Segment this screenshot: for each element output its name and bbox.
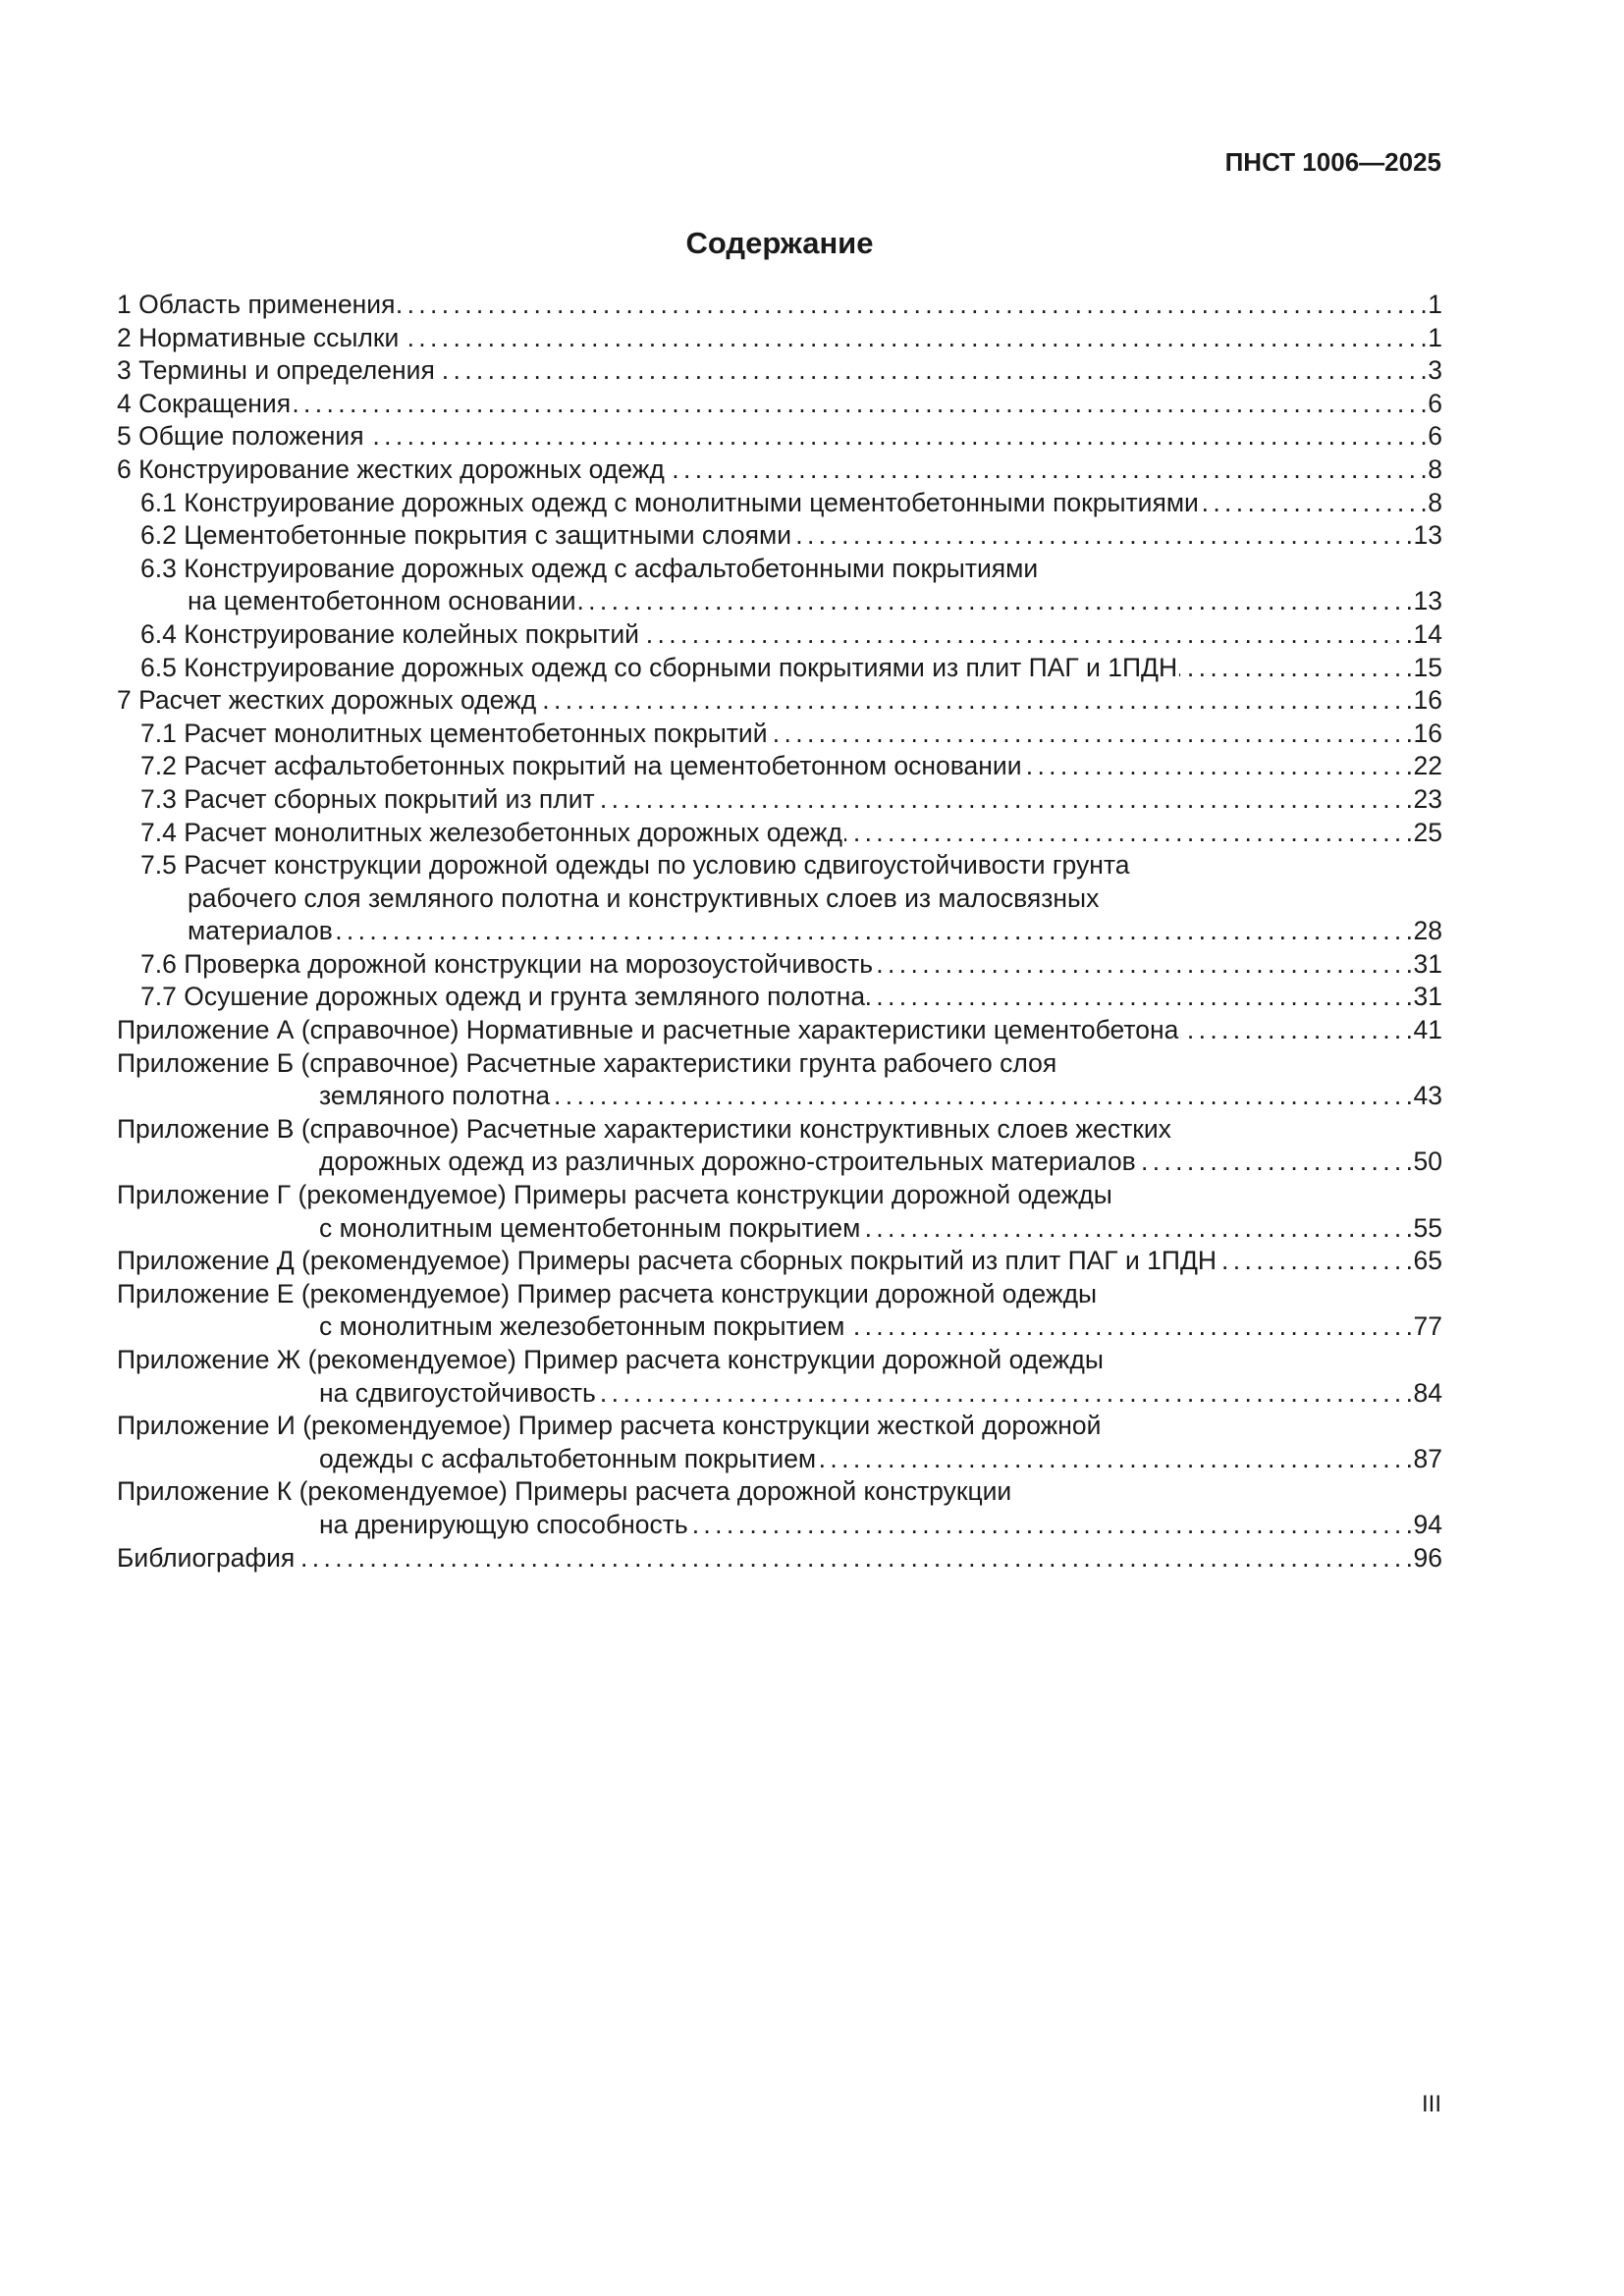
dot-leader	[667, 454, 1426, 487]
toc-entry-text: 7.5 Расчет конструкции дорожной одежды по условию сдвигоустойчивости грунта	[140, 850, 1130, 881]
dot-leader	[1201, 487, 1426, 520]
toc-page-number: 16	[1413, 718, 1442, 748]
toc-entry-text: 7.3 Расчет сборных покрытий из плит	[140, 783, 595, 814]
toc-entry-text: с монолитным железобетонным покрытием	[319, 1311, 845, 1342]
dot-leader	[578, 585, 1412, 618]
toc-entry[interactable]	[117, 1310, 1442, 1344]
toc-entry[interactable]	[117, 1443, 1442, 1476]
toc-page-number: 31	[1413, 948, 1442, 979]
toc-entry-text: на сдвигоустойчивость	[319, 1377, 596, 1408]
toc-page-number: 22	[1413, 751, 1442, 781]
toc-page-number: 87	[1413, 1443, 1442, 1473]
toc-entry[interactable]	[117, 1212, 1442, 1246]
toc-page-number: 25	[1413, 817, 1442, 847]
toc-page-number: 28	[1413, 916, 1442, 946]
toc-entry-text: дорожных одежд из различных дорожно-строительных материалов	[319, 1147, 1136, 1177]
toc-entry-text: Приложение Г (рекомендуемое) Примеры расчета конструкции дорожной одежды	[117, 1180, 1112, 1210]
table-of-contents	[117, 289, 1442, 1575]
toc-entry-text: 6.2 Цементобетонные покрытия с защитными слоями	[140, 520, 791, 551]
toc-entry-text: Приложение В (справочное) Расчетные характеристики конструктивных слоев жестких	[117, 1113, 1171, 1144]
toc-page-number: 23	[1413, 783, 1442, 814]
toc-entry[interactable]	[117, 1542, 1442, 1575]
toc-entry-text: 5 Общие положения	[117, 421, 364, 452]
toc-entry-text: с монолитным цементобетонным покрытием	[319, 1212, 861, 1243]
document-code: ПНСТ 1006—2025	[1224, 147, 1441, 177]
dot-leader	[862, 1212, 1411, 1246]
toc-entry-text: Приложение Б (справочное) Расчетные характеристики грунта рабочего слоя	[117, 1047, 1057, 1078]
toc-entry-text: 7.6 Проверка дорожной конструкции на морозоустойчивость	[140, 948, 874, 979]
dot-leader	[335, 915, 1412, 948]
toc-entry-text: 6.4 Конструирование колейных покрытий	[140, 618, 639, 649]
toc-entry-text: 2 Нормативные ссылки	[117, 322, 400, 352]
toc-entry[interactable]	[117, 519, 1442, 553]
toc-page-number: 14	[1413, 618, 1442, 649]
toc-entry-text: 6.1 Конструирование дорожных одежд с монолитными цементобетонными покрытиями	[140, 487, 1199, 517]
toc-entry[interactable]	[117, 1377, 1442, 1411]
page-title: Содержание	[685, 226, 874, 260]
toc-entry-text: 3 Термины и определения	[117, 355, 435, 386]
dot-leader	[552, 1080, 1411, 1113]
toc-entry[interactable]	[117, 1344, 1442, 1377]
toc-page-number: 1	[1428, 290, 1442, 319]
toc-entry[interactable]	[117, 783, 1442, 817]
toc-page-number: 84	[1413, 1377, 1442, 1408]
toc-entry[interactable]	[117, 1278, 1442, 1311]
toc-entry[interactable]	[117, 915, 1442, 948]
toc-entry-text: 6 Конструирование жестких дорожных одежд	[117, 454, 665, 484]
toc-entry[interactable]	[117, 1080, 1442, 1113]
toc-entry[interactable]	[117, 388, 1442, 421]
toc-entry[interactable]	[117, 652, 1442, 685]
toc-entry-text: Приложение Е (рекомендуемое) Пример расчета конструкции дорожной одежды	[117, 1278, 1098, 1308]
dot-leader	[846, 1310, 1411, 1344]
toc-entry[interactable]	[117, 289, 1442, 322]
dot-leader	[297, 1542, 1411, 1575]
toc-page-number: 16	[1413, 685, 1442, 716]
toc-entry[interactable]	[117, 1146, 1442, 1179]
toc-page-number: 55	[1413, 1212, 1442, 1243]
dot-leader	[867, 981, 1411, 1014]
dot-leader	[538, 684, 1411, 718]
toc-page-number: 43	[1413, 1081, 1442, 1111]
toc-entry[interactable]	[117, 585, 1442, 618]
toc-entry[interactable]	[117, 1509, 1442, 1542]
page-number: III	[1421, 2091, 1441, 2117]
toc-entry-text: материалов	[188, 916, 333, 946]
toc-page-number: 8	[1428, 487, 1442, 517]
toc-entry-text: одежды с асфальтобетонным покрытием	[319, 1443, 817, 1473]
toc-entry[interactable]	[117, 718, 1442, 751]
toc-entry-text: 7.2 Расчет асфальтобетонных покрытий на цементобетонном основании	[140, 751, 1022, 781]
toc-page-number: 65	[1413, 1246, 1442, 1276]
toc-entry[interactable]	[117, 1179, 1442, 1212]
toc-entry[interactable]	[117, 487, 1442, 520]
toc-entry[interactable]	[117, 322, 1442, 355]
toc-entry[interactable]	[117, 1047, 1442, 1081]
dot-leader	[818, 1443, 1411, 1476]
dot-leader	[1218, 1245, 1411, 1278]
dot-leader	[401, 322, 1426, 355]
toc-entry[interactable]	[117, 684, 1442, 718]
toc-page-number: 6	[1428, 421, 1442, 452]
dot-leader	[793, 519, 1412, 553]
toc-page-number: 94	[1413, 1509, 1442, 1539]
toc-entry-text: 6.5 Конструирование дорожных одежд со сборными покрытиями из плит ПАГ и 1ПДН	[140, 652, 1178, 682]
dot-leader	[770, 718, 1412, 751]
toc-entry-text: Приложение К (рекомендуемое) Примеры расчета дорожной конструкции	[117, 1476, 1012, 1507]
toc-entry-text: Библиография	[117, 1542, 296, 1573]
toc-entry[interactable]	[117, 618, 1442, 652]
dot-leader	[397, 289, 1426, 322]
toc-entry-text: рабочего слоя земляного полотна и конструктивных слоев из малосвязных	[188, 882, 1100, 913]
toc-entry-text: 7.1 Расчет монолитных цементобетонных покрытий	[140, 718, 768, 748]
dot-leader	[437, 354, 1426, 388]
dot-leader	[1180, 1014, 1411, 1047]
dot-leader	[597, 783, 1412, 817]
toc-entry-text: 1 Область применения	[117, 290, 396, 319]
dot-leader	[1179, 652, 1411, 685]
toc-entry[interactable]	[117, 1475, 1442, 1509]
toc-entry[interactable]	[117, 1245, 1442, 1278]
toc-entry[interactable]	[117, 948, 1442, 982]
toc-page-number: 6	[1428, 388, 1442, 418]
toc-entry[interactable]	[117, 1014, 1442, 1047]
toc-entry[interactable]	[117, 1113, 1442, 1147]
toc-entry[interactable]	[117, 454, 1442, 487]
toc-page-number: 77	[1413, 1311, 1442, 1342]
toc-entry[interactable]	[117, 420, 1442, 454]
toc-entry-text: 7.4 Расчет монолитных железобетонных дорожных одежд	[140, 817, 842, 847]
toc-entry[interactable]	[117, 817, 1442, 850]
toc-entry[interactable]	[117, 354, 1442, 388]
dot-leader	[598, 1377, 1412, 1411]
toc-entry[interactable]	[117, 1410, 1442, 1443]
toc-entry[interactable]	[117, 882, 1442, 916]
toc-page-number: 13	[1413, 520, 1442, 551]
toc-entry[interactable]	[117, 981, 1442, 1014]
toc-page-number: 41	[1413, 1015, 1442, 1045]
toc-page-number: 50	[1413, 1147, 1442, 1177]
toc-entry[interactable]	[117, 750, 1442, 783]
toc-entry-text: Приложение И (рекомендуемое) Пример расчета конструкции жесткой дорожной	[117, 1411, 1102, 1441]
toc-entry-text: 7.7 Осушение дорожных одежд и грунта земляного полотна	[140, 982, 866, 1012]
toc-entry-text: 6.3 Конструирование дорожных одежд с асфальтобетонными покрытиями	[140, 553, 1039, 583]
toc-entry-text: Приложение А (справочное) Нормативные и расчетные характеристики цементобетона	[117, 1015, 1179, 1045]
toc-page-number: 13	[1413, 586, 1442, 616]
toc-page-number: 8	[1428, 454, 1442, 484]
dot-leader	[366, 420, 1427, 454]
toc-entry-text: Приложение Ж (рекомендуемое) Пример расчета конструкции дорожной одежды	[117, 1345, 1104, 1374]
toc-entry-text: земляного полотна	[319, 1081, 551, 1111]
dot-leader	[293, 388, 1426, 421]
toc-page-number: 15	[1413, 652, 1442, 682]
toc-page-number: 96	[1413, 1542, 1442, 1573]
dot-leader	[690, 1509, 1412, 1542]
dot-leader	[875, 948, 1411, 982]
toc-entry[interactable]	[117, 849, 1442, 882]
dot-leader	[844, 817, 1412, 850]
toc-entry-text: 7 Расчет жестких дорожных одежд	[117, 685, 537, 716]
toc-entry-text: Приложение Д (рекомендуемое) Примеры расчета сборных покрытий из плит ПАГ и 1ПДН	[117, 1246, 1218, 1276]
toc-entry[interactable]	[117, 553, 1442, 586]
toc-entry-text: на дренирующую способность	[319, 1509, 688, 1539]
toc-page-number: 31	[1413, 982, 1442, 1012]
dot-leader	[1138, 1146, 1412, 1179]
toc-entry-text: на цементобетонном основании	[188, 586, 576, 616]
toc-entry-text: 4 Сокращения	[117, 388, 292, 418]
toc-page-number: 1	[1428, 322, 1442, 352]
dot-leader	[1024, 750, 1412, 783]
dot-leader	[641, 618, 1412, 652]
toc-page-number: 3	[1428, 355, 1442, 386]
